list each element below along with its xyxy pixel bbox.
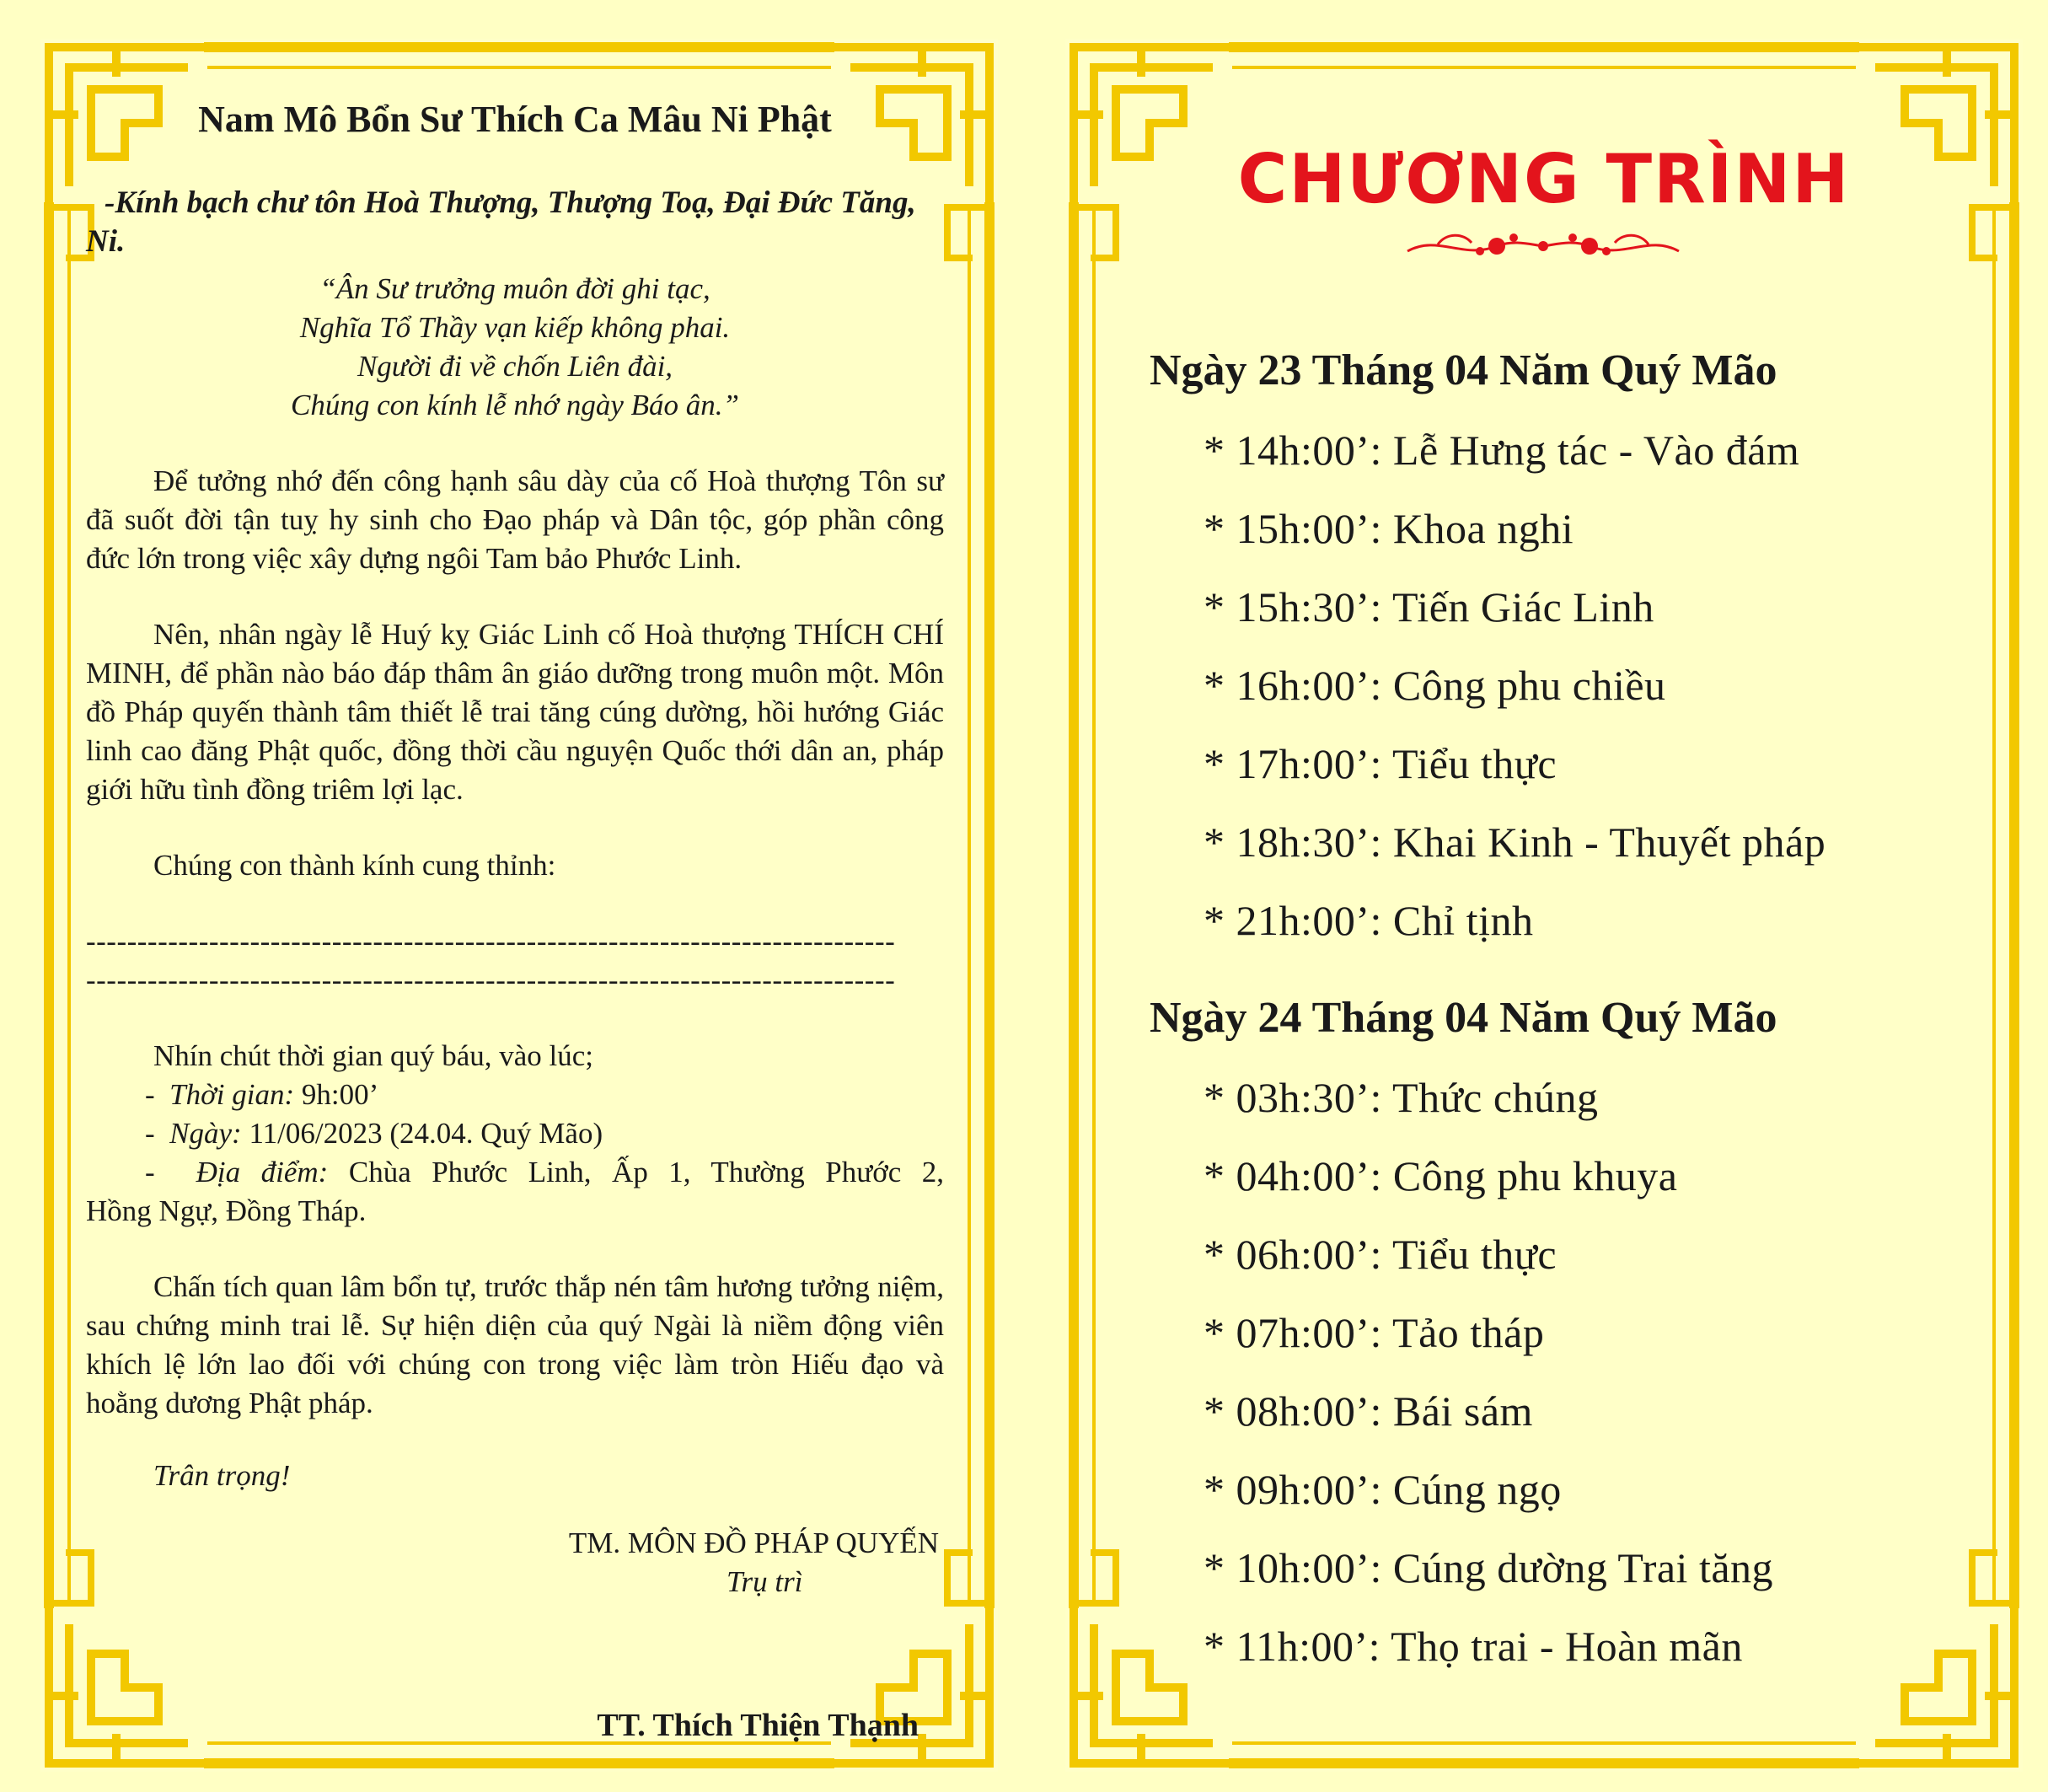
program-panel — [1065, 39, 2023, 1772]
place-label: Địa điểm: — [196, 1156, 329, 1188]
poem-line: “Ân Sư trưởng muôn đời ghi tạc, — [319, 272, 710, 305]
schedule-item: * 09h:00’: Cúng ngọ — [1204, 1466, 1562, 1513]
schedule-item: * 07h:00’: Tảo tháp — [1204, 1309, 1545, 1356]
place-value: Chùa Phước Linh, Ấp 1, Thường Phước 2, — [348, 1156, 944, 1188]
date-row: - Ngày: 11/06/2023 (24.04. Quý Mão) — [145, 1117, 603, 1150]
time-intro: Nhín chút thời gian quý báu, vào lúc; — [153, 1039, 594, 1072]
signature-organization: TM. MÔN ĐỒ PHÁP QUYẾN — [568, 1526, 939, 1559]
dash-line: ------------------------------------------------------------------------------- — [86, 963, 896, 996]
poem-block — [86, 270, 944, 425]
poem-line: Chúng con kính lễ nhớ ngày Báo ân.” — [291, 389, 739, 421]
greeting-line: -Kính bạch chư tôn Hoà Thượng, Thượng Toạ, Đại Đức Tăng, Ni. — [86, 185, 916, 259]
schedule-item: * 18h:30’: Khai Kinh - Thuyết pháp — [1204, 818, 1826, 866]
poem-line: Nghĩa Tổ Thầy vạn kiếp không phai. — [299, 311, 731, 344]
date-value: 11/06/2023 (24.04. Quý Mão) — [249, 1117, 603, 1150]
invocation-title: Nam Mô Bổn Sư Thích Ca Mâu Ni Phật — [198, 99, 832, 140]
schedule-item: * 03h:30’: Thức chúng — [1204, 1074, 1599, 1121]
signature-role: Trụ trì — [726, 1565, 803, 1598]
blank-name-lines — [86, 922, 944, 1000]
time-value: 9h:00’ — [301, 1078, 379, 1111]
day1-heading: Ngày 23 Tháng 04 Năm Quý Mão — [1150, 346, 1777, 394]
schedule-item: * 06h:00’: Tiểu thực — [1204, 1231, 1557, 1278]
poem-line: Người đi về chốn Liên đài, — [357, 350, 673, 383]
paragraph-anniversary: Nên, nhân ngày lễ Huý kỵ Giác Linh cố Hoà thượng THÍCH CHÍ MINH, để phần nào báo đáp thâm ân giáo dưỡng trong muôn một. Môn đồ Pháp quyến thành tâm thiết lễ trai tăng cúng dường, hồi hướng Giác linh cao đăng Phật quốc, đồng thời cầu nguyện Quốc thới dân an, pháp giới hữu tình đồng triêm lợi lạc. — [86, 618, 944, 806]
schedule-item: * 11h:00’: Thọ trai - Hoàn mãn — [1204, 1623, 1743, 1670]
place-row-continued: Hồng Ngự, Đồng Tháp. — [86, 1194, 367, 1227]
schedule-item: * 15h:00’: Khoa nghi — [1204, 505, 1574, 552]
invitation-letter-panel — [40, 39, 998, 1772]
schedule-item: * 08h:00’: Bái sám — [1204, 1387, 1533, 1435]
regards: Trân trọng! — [153, 1459, 291, 1492]
schedule-item: * 17h:00’: Tiểu thực — [1204, 740, 1557, 787]
invite-line: Chúng con thành kính cung thỉnh: — [153, 849, 556, 882]
schedule-item: * 04h:00’: Công phu khuya — [1204, 1152, 1678, 1199]
letter-content — [86, 93, 944, 1746]
schedule-item: * 14h:00’: Lễ Hưng tác - Vào đám — [1204, 427, 1800, 474]
schedule-item: * 21h:00’: Chỉ tịnh — [1204, 897, 1534, 944]
schedule-item: * 10h:00’: Cúng dường Trai tăng — [1204, 1544, 1774, 1591]
signature-name: TT. Thích Thiện Thạnh — [597, 1708, 919, 1743]
date-label: Ngày: — [169, 1117, 242, 1150]
day2-heading: Ngày 24 Tháng 04 Năm Quý Mão — [1150, 994, 1777, 1042]
event-details — [86, 1037, 944, 1231]
schedule-item: * 16h:00’: Công phu chiều — [1204, 662, 1666, 709]
paragraph-memorial: Để tưởng nhớ đến công hạnh sâu dày của cố Hoà thượng Tôn sư đã suốt đời tận tuỵ hy sinh cho Đạo pháp và Dân tộc, góp phần công đức lớn trong việc xây dựng ngôi Tam bảo Phước Linh. — [86, 464, 944, 575]
program-title: CHƯƠNG TRÌNH — [1237, 140, 1851, 218]
floral-divider-icon — [1404, 226, 1682, 266]
schedule-item: * 15h:30’: Tiến Giác Linh — [1204, 583, 1654, 630]
place-row: - Địa điểm: Chùa Phước Linh, Ấp 1, Thường Phước 2, — [145, 1156, 944, 1188]
time-label: Thời gian: — [169, 1078, 295, 1111]
time-row: - Thời gian: 9h:00’ — [145, 1078, 379, 1111]
dash-line: ------------------------------------------------------------------------------- — [86, 925, 896, 958]
paragraph-presence: Chấn tích quan lâm bổn tự, trước thắp nén tâm hương tưởng niệm, sau chứng minh trai lễ. Sự hiện diện của quý Ngài là niềm động viên khích lệ lớn lao đối với chúng con trong việc làm tròn Hiếu đạo và hoằng dương Phật pháp. — [86, 1270, 944, 1419]
